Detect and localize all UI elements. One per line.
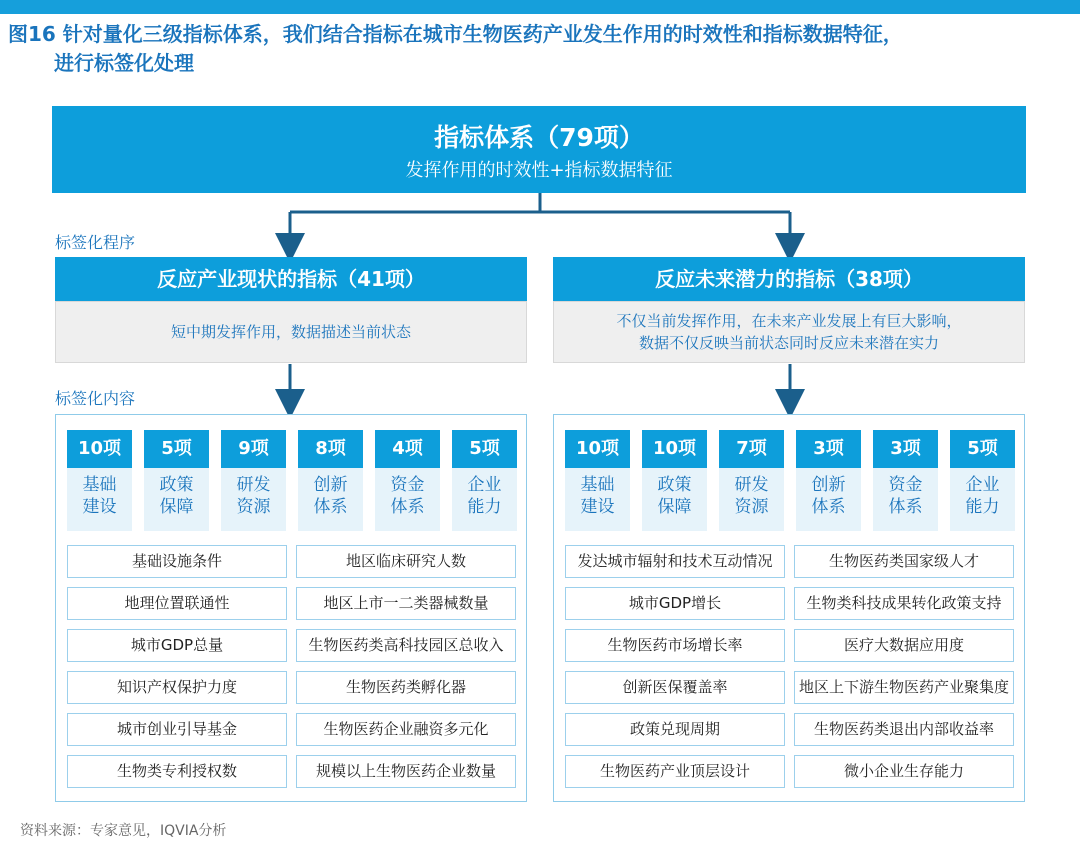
- indicator-item: 城市GDP总量: [67, 629, 287, 662]
- branch-current-desc-line: 短中期发挥作用，数据描述当前状态: [170, 323, 411, 341]
- category-card: [375, 430, 440, 531]
- indicator-item: 地区上下游生物医药产业聚集度: [794, 671, 1014, 704]
- category-name: 企业 能力: [467, 475, 502, 517]
- indicator-item: 生物医药市场增长率: [565, 629, 785, 662]
- category-name: 基础 建设: [82, 475, 117, 517]
- indicator-item: 地区上市一二类器械数量: [296, 587, 516, 620]
- indicator-item: 地区临床研究人数: [296, 545, 516, 578]
- category-name: 资金 体系: [888, 475, 923, 517]
- figure-title-line2: 进行标签化处理: [54, 51, 194, 75]
- branch-future-desc: [553, 301, 1025, 363]
- category-count: 5项: [452, 430, 517, 468]
- category-name: 创新 体系: [811, 475, 846, 517]
- category-card: [719, 430, 784, 531]
- category-name: 研发 资源: [236, 475, 271, 517]
- category-count: 9项: [221, 430, 286, 468]
- figure-title-line1: 图16 针对量化三级指标体系，我们结合指标在城市生物医药产业发生作用的时效性和指标数据特征，: [8, 22, 903, 46]
- category-card: [144, 430, 209, 531]
- root-title: 指标体系（79项）: [434, 123, 644, 152]
- category-count: 8项: [298, 430, 363, 468]
- category-count: 5项: [144, 430, 209, 468]
- indicator-item: 生物医药产业顶层设计: [565, 755, 785, 788]
- indicator-item: 生物医药企业融资多元化: [296, 713, 516, 746]
- indicator-item: 生物医药类孵化器: [296, 671, 516, 704]
- indicator-item: 生物类专利授权数: [67, 755, 287, 788]
- branch-future-desc-line1: 不仅当前发挥作用，在未来产业发展上有巨大影响，: [616, 312, 962, 330]
- branch-future-title: 反应未来潜力的指标（38项）: [553, 257, 1025, 301]
- category-card: [873, 430, 938, 531]
- category-name: 研发 资源: [734, 475, 769, 517]
- panel-future-indicators: [553, 414, 1025, 802]
- category-card: [298, 430, 363, 531]
- indicator-item: 发达城市辐射和技术互动情况: [565, 545, 785, 578]
- root-indicator-system-box: [52, 106, 1026, 193]
- indicator-item: 生物医药类高科技园区总收入: [296, 629, 516, 662]
- indicator-item: 创新医保覆盖率: [565, 671, 785, 704]
- indicator-item: 生物医药类退出内部收益率: [794, 713, 1014, 746]
- category-count: 10项: [642, 430, 707, 468]
- indicator-item: 城市创业引导基金: [67, 713, 287, 746]
- indicator-item: 知识产权保护力度: [67, 671, 287, 704]
- indicator-item: 地理位置联通性: [67, 587, 287, 620]
- indicator-item: 医疗大数据应用度: [794, 629, 1014, 662]
- category-card: [67, 430, 132, 531]
- branch-future-desc-line2: 数据不仅反映当前状态同时反应未来潜在实力: [638, 334, 939, 352]
- category-card: [950, 430, 1015, 531]
- content-label: 标签化内容: [55, 389, 136, 408]
- indicator-item: 城市GDP增长: [565, 587, 785, 620]
- category-count: 4项: [375, 430, 440, 468]
- category-count: 3项: [796, 430, 861, 468]
- category-name: 创新 体系: [313, 475, 348, 517]
- category-card: [565, 430, 630, 531]
- category-name: 政策 保障: [159, 475, 194, 517]
- category-card: [221, 430, 286, 531]
- indicator-item: 生物医药类国家级人才: [794, 545, 1014, 578]
- root-subtitle: 发挥作用的时效性+指标数据特征: [405, 160, 673, 181]
- source-note: 资料来源：专家意见，IQVIA分析: [20, 823, 227, 839]
- category-name: 资金 体系: [390, 475, 425, 517]
- category-name: 政策 保障: [657, 475, 692, 517]
- panel-current-indicators: [55, 414, 527, 802]
- branch-current-desc: [55, 301, 527, 363]
- indicator-item: 微小企业生存能力: [794, 755, 1014, 788]
- category-card: [642, 430, 707, 531]
- category-count: 10项: [67, 430, 132, 468]
- category-count: 5项: [950, 430, 1015, 468]
- indicator-item: 生物类科技成果转化政策支持: [794, 587, 1014, 620]
- category-count: 3项: [873, 430, 938, 468]
- indicator-item: 政策兑现周期: [565, 713, 785, 746]
- category-count: 10项: [565, 430, 630, 468]
- category-count: 7项: [719, 430, 784, 468]
- category-name: 基础 建设: [580, 475, 615, 517]
- indicator-item: 规模以上生物医药企业数量: [296, 755, 516, 788]
- category-card: [452, 430, 517, 531]
- branch-current-title: 反应产业现状的指标（41项）: [55, 257, 527, 301]
- category-card: [796, 430, 861, 531]
- process-label: 标签化程序: [55, 233, 136, 252]
- category-name: 企业 能力: [965, 475, 1000, 517]
- indicator-item: 基础设施条件: [67, 545, 287, 578]
